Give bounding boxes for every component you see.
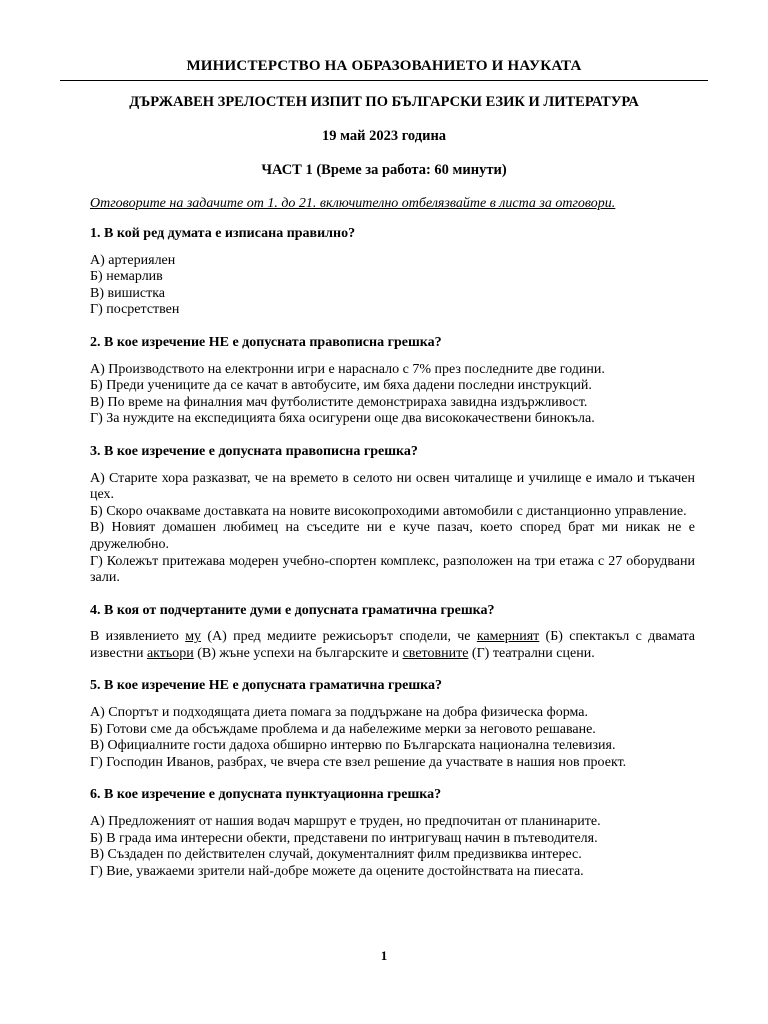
question-title: 3. В кое изречение е допусната правописна грешка?: [90, 443, 418, 459]
option-d: Г) За нуждите на експедицията бяха осигурени още два висококачествени бинокъла.: [90, 411, 595, 427]
option-d: Г) Господин Иванов, разбрах, че вчера сте взел решение да участвате в нашия нов проект.: [90, 754, 627, 770]
option-a: А) Предложеният от нашия водач маршрут е труден, но предпочитан от планинарите.: [90, 814, 601, 830]
passage-text: (А) пред медиите режисьорът сподели, че: [201, 629, 477, 645]
question-2: [90, 335, 695, 428]
question-1: [90, 226, 695, 319]
option-a: А) Спортът и подходящата диета помага за поддържане на добра физическа форма.: [90, 705, 588, 721]
header-rule: [60, 80, 708, 81]
passage-text: В изявлението: [90, 629, 186, 645]
part-heading: ЧАСТ 1 (Време за работа: 60 минути): [261, 162, 507, 178]
question-title: 4. В коя от подчертаните думи е допусната граматична грешка?: [90, 602, 495, 618]
option-d: Г) посретствен: [90, 302, 180, 318]
passage-text: (В) жъне успехи на българските и: [193, 645, 403, 661]
question-4: [90, 603, 695, 663]
underlined-word-b: камерният: [476, 629, 540, 645]
option-b: Б) немарлив: [90, 269, 163, 285]
option-a: А) Старите хора разказват, че на времето в селото ни освен читалище и училище е имало и тъкачен цех.: [90, 470, 695, 503]
question-title: 6. В кое изречение е допусната пунктуационна грешка?: [90, 787, 442, 803]
instruction: Отговорите на задачите от 1. до 21. включително отбелязвайте в листа за отговори.: [90, 196, 616, 211]
option-c: В) По време на финалния мач футболистите демонстрираха завидна издържливост.: [90, 394, 588, 410]
question-6: [90, 787, 695, 880]
option-d: Г) Колежът притежава модерен учебно-спортен комплекс, разположен на три етажа с 27 оборудвани зали.: [90, 553, 695, 586]
question-title: 2. В кое изречение НЕ е допусната правописна грешка?: [90, 334, 442, 350]
question-5: [90, 678, 695, 771]
option-b: Б) Скоро очакваме доставката на новите високопроходими автомобили с дистанционно управление.: [90, 503, 687, 519]
passage-text: (Б) спектакъл с двамата известни: [90, 629, 696, 661]
option-c: В) Официалните гости дадоха обширно интервю по Българската национална телевизия.: [90, 738, 616, 754]
option-a: А) артериялен: [90, 252, 176, 268]
question-passage: [90, 629, 695, 662]
ministry-heading: МИНИСТЕРСТВО НА ОБРАЗОВАНИЕТО И НАУКАТА: [186, 58, 582, 74]
option-d: Г) Вие, уважаеми зрители най-добре можете да оцените достойнствата на пиесата.: [90, 863, 584, 879]
exam-title: ДЪРЖАВЕН ЗРЕЛОСТЕН ИЗПИТ ПО БЪЛГАРСКИ ЕЗИК И ЛИТЕРАТУРА: [129, 94, 639, 110]
option-b: Б) В града има интересни обекти, представени по интригуващ начин в пътеводителя.: [90, 830, 598, 846]
page-number: 1: [380, 948, 388, 963]
underlined-word-a: му: [185, 629, 202, 645]
option-c: В) Създаден по действителен случай, документалният филм предизвиква интерес.: [90, 847, 582, 863]
option-b: Б) Готови сме да обсъждаме проблема и да набележиме мерки за неговото решаване.: [90, 721, 596, 737]
underlined-word-d: световните: [402, 645, 469, 661]
question-title: 1. В кой ред думата е изписана правилно?: [90, 226, 356, 241]
question-3: [90, 444, 695, 587]
option-c: В) Новият домашен любимец на съседите ни е куче пазач, което според брат ми никак не е дружелюбно.: [90, 520, 695, 552]
question-title: 5. В кое изречение НЕ е допусната граматична грешка?: [90, 678, 443, 694]
option-b: Б) Преди учениците да се качат в автобусите, им бяха дадени последни инструкций.: [90, 378, 592, 394]
passage-text: (Г) театрални сцени.: [468, 645, 595, 661]
exam-date: 19 май 2023 година: [321, 128, 447, 144]
underlined-word-c: актьори: [146, 645, 194, 661]
questions: [90, 226, 695, 896]
option-c: В) вишистка: [90, 285, 166, 301]
option-a: А) Производството на електронни игри е нараснало с 7% през последните две години.: [90, 361, 605, 377]
